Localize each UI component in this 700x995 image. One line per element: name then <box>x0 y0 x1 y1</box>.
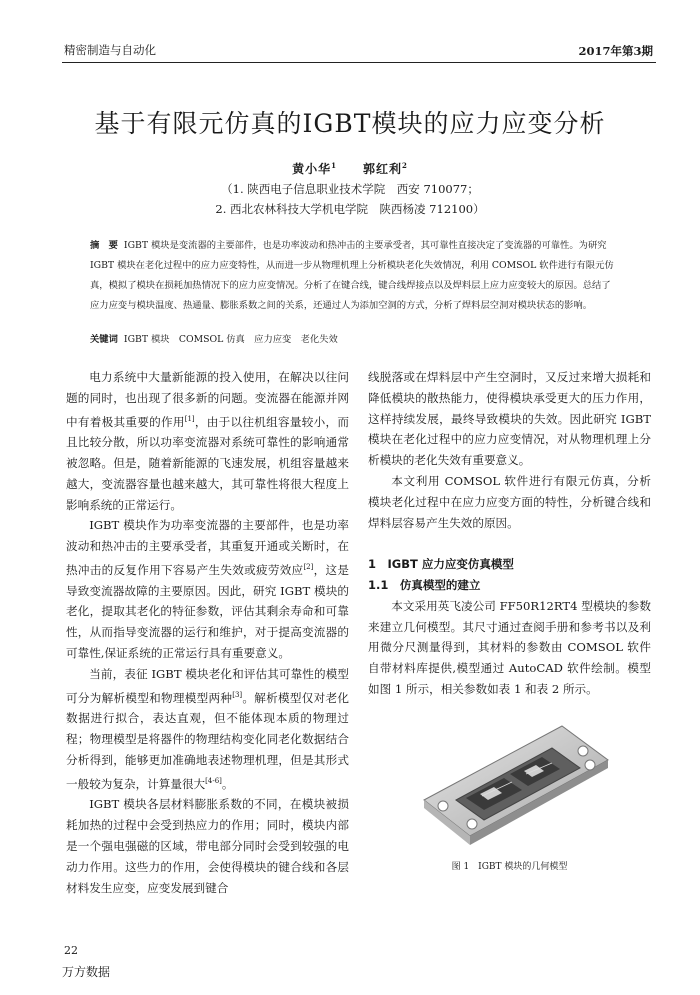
author-affiliation-mark: 1 <box>331 161 338 170</box>
paper-title: 基于有限元仿真的IGBT模块的应力应变分析 <box>94 109 606 138</box>
journal-name: 精密制造与自动化 <box>64 43 156 57</box>
abstract <box>90 236 618 316</box>
affiliation-1: （1. 陕西电子信息职业技术学院 西安 710077； <box>221 182 479 196</box>
paragraph: 本文采用英飞凌公司 FF50R12RT4 型模块的参数来建立几何模型。其尺寸通过查阅手册和参考书以及利用微分尺测量得到，其材料的参数由 COMSOL 软件自带材料库提供,模型通过 AutoCAD 软件绘制。模型如图 1 所示，相关参数如表 1 和表 2 所示。 <box>368 598 651 696</box>
figure-caption: 图 1 IGBT 模块的几何模型 <box>451 862 568 872</box>
citation: [1] <box>184 414 195 423</box>
paragraph: 电力系统中大量新能源的投入使用，在解决以往问题的同时，也出现了很多新的问题。变流器在能源并网中有着极其重要的作用[1]，由于以往机组容量较小，而且比较分散，所以功率变流器对系统可靠性的影响通常被忽略。但是，随着新能源的飞速发展，机组容量越来越大，变流器容量也越来越大，其可靠性将很大程度上影响系统的正常运行。 <box>66 370 349 512</box>
page-number: 22 <box>64 944 78 957</box>
header-rule <box>62 62 656 63</box>
section-heading: 1 IGBT 应力应变仿真模型 <box>368 557 514 572</box>
paragraph: IGBT 模块作为功率变流器的主要部件，也是功率波动和热冲击的主要承受者，其重复开通或关断时，在热冲击的反复作用下容易产生失效或疲劳效应[2]，这是导致变流器故障的主要原因。因此，研究 IGBT 模块的老化，提取其老化的特征参数，评估其剩余寿命和可靠性，从而指导变流器的运行和维护，对于提高变流器的可靠性,保证系统的正常运行具有重要意义。 <box>66 518 349 661</box>
paragraph: 本文利用 COMSOL 软件进行有限元仿真，分析模块老化过程中在应力应变方面的特性，分析键合线和焊料层容易产生失效的原因。 <box>368 473 651 530</box>
igbt-model-figure <box>412 708 612 853</box>
keywords-label: 关键词 <box>90 334 118 345</box>
paragraph: 当前，表征 IGBT 模块老化和评估其可靠性的模型可分为解析模型和物理模型两种[3]。解析模型仅对老化数据进行拟合，表达直观，但不能体现本质的物理过程；物理模型是将器件的物理结构变化同老化数据结合分析得到，能够更加准确地表述物理机理，但是其形式一般较为复杂，计算量很大[4-6]。 <box>66 666 349 791</box>
subsection-heading: 1.1 仿真模型的建立 <box>368 577 481 592</box>
abstract-text: IGBT 模块是变流器的主要部件，也是功率波动和热冲击的主要承受者，其可靠性直接决定了变流器的可靠性。为研究 IGBT 模块在老化过程中的应力应变特性，从而进一步从物理机理上分析模块老化失效情况，利用 COMSOL 软件进行有限元仿真，模拟了模块在损耗加热情况下的应力应变情况。分析了在键合线，键合线焊接点以及焊料层上应力应变较大的原因。总结了应力应变与模块温度、热通量、膨胀系数之间的关系，还通过人为添加空洞的方式，分析了焊料层空洞对模块状态的影响。 <box>90 240 614 311</box>
author-affiliation-mark: 2 <box>401 161 408 170</box>
keywords-text: IGBT 模块 COMSOL 仿真 应力应变 老化失效 <box>123 334 338 345</box>
watermark: 万方数据 <box>62 965 111 979</box>
citation: [3] <box>232 690 243 699</box>
abstract-label: 摘 要 <box>90 240 118 251</box>
issue-label: 2017年第3期 <box>578 44 653 58</box>
author-name: 黄小华 <box>292 162 332 176</box>
left-column <box>66 367 349 898</box>
paragraph: 线脱落或在焊料层中产生空洞时，又反过来增大损耗和降低模块的散热能力，使得模块承受更大的压力作用，这样持续发展，最终导致模块的失效。因此研究 IGBT 模块在老化过程中的应力应变情况，对从物理机理上分析模块的老化失效有重要意义。 <box>368 370 651 468</box>
paragraph: IGBT 模块各层材料膨胀系数的不同，在模块被损耗加热的过程中会受到热应力的作用；同时，模块内部是一个强电强磁的区域，带电部分同时会受到较强的电动力作用。这些力的作用，会使得模块的键合线和各层材料发生应变，应变发展到键合 <box>66 797 349 895</box>
affiliation-2: 2. 西北农林科技大学机电学院 陕西杨凌 712100） <box>215 202 485 216</box>
author-line <box>0 160 700 177</box>
keywords <box>90 331 618 345</box>
citation: [2] <box>303 563 314 572</box>
author-name: 郭红利 <box>362 162 402 176</box>
citation: [4-6] <box>205 776 222 785</box>
right-column <box>368 367 651 700</box>
